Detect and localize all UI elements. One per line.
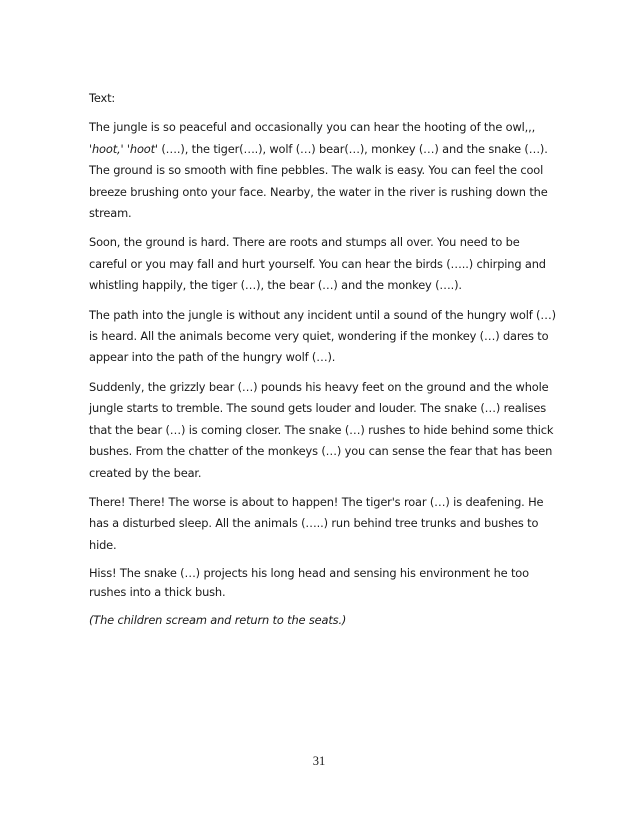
document-body [89, 88, 559, 640]
paragraph-1-rest: (….), the tiger(….), wolf (…) bear(…), monkey (…) and the snake (…). The ground is so smooth with fine pebbles. The walk is easy. You can feel the cool breeze brushing onto your face. Nearby, the water in the river is rushing down the stream. [89, 141, 548, 221]
paragraph-3: The path into the jungle is without any incident until a sound of the hungry wolf (…) is heard. All the animals become very quiet, wondering if the monkey (…) dares to appear into the path of the hungry wolf (…). [89, 307, 556, 365]
page-number: 31 [312, 754, 326, 768]
paragraph-1 [89, 117, 559, 224]
paragraph-6: Hiss! The snake (…) projects his long head and sensing his environment he too rushes into a thick bush. [89, 566, 529, 600]
paragraph-2: Soon, the ground is hard. There are roots and stumps all over. You need to be careful or you may fall and hurt yourself. You can hear the birds (…..) chirping and whistling happily, the tiger (…), the bear (…) and the monkey (….). [89, 235, 546, 293]
paragraph-5: There! There! The worse is about to happen! The tiger's roar (…) is deafening. He has a disturbed sleep. All the animals (…..) run behind tree trunks and bushes to hide. [89, 494, 544, 552]
owl-hoot-text: 'hoot,' 'hoot' [89, 141, 158, 156]
paragraph-4: Suddenly, the grizzly bear (…) pounds his heavy feet on the ground and the whole jungle starts to tremble. The sound gets louder and louder. The snake (…) realises that the bear (…) is coming closer. The snake (…) rushes to hide behind some thick bushes. From the chatter of the monkeys (…) you can sense the fear that has been created by the bear. [89, 379, 554, 480]
paragraph-1-intro: The jungle is so peaceful and occasionally you can hear the hooting of the owl,,, [89, 120, 536, 135]
text-heading: Text: [89, 91, 116, 105]
stage-direction: (The children scream and return to the seats.) [89, 613, 347, 628]
